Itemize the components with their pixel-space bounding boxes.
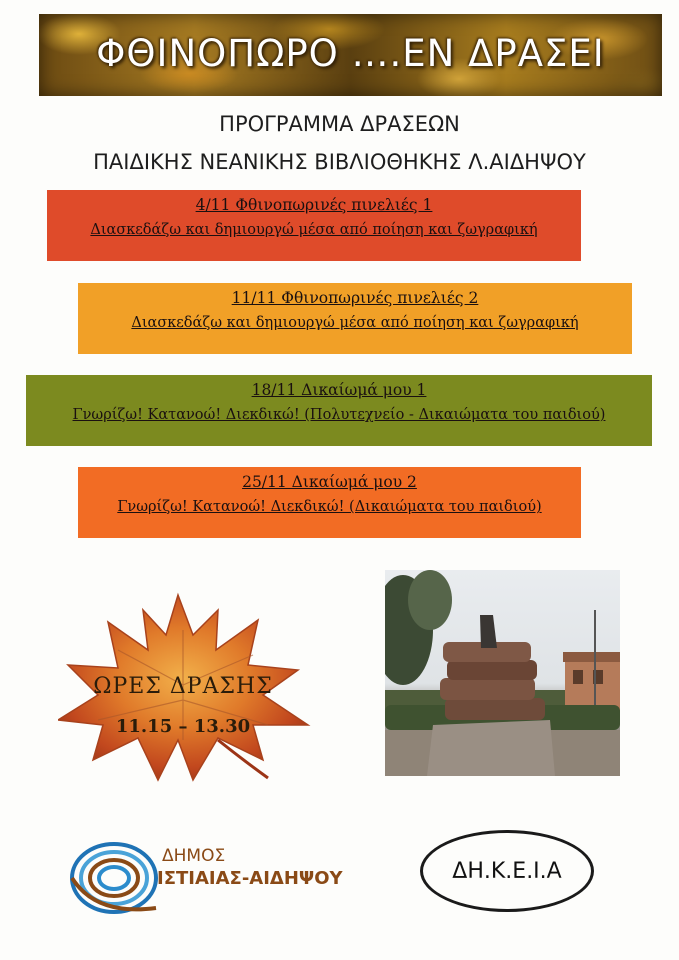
banner-title: ΦΘΙΝΟΠΩΡΟ ….ΕΝ ΔΡΑΣΕΙ <box>96 32 605 75</box>
event-title: 25/11 Δικαίωμά μου 2 <box>242 473 417 491</box>
dikeia-logo-text: ΔΗ.Κ.Ε.Ι.Α <box>452 858 562 884</box>
event-description: Διασκεδάζω και δημιουργώ μέσα από ποίηση και ζωγραφική <box>90 222 538 238</box>
event-box-4 <box>78 467 581 538</box>
hours-label: ΩΡΕΣ ΔΡΑΣΗΣ <box>93 674 273 699</box>
hours-time: 11.15 – 13.30 <box>115 716 251 737</box>
banner <box>39 14 662 96</box>
library-heading: ΠΑΙΔΙΚΗΣ ΝΕΑΝΙΚΗΣ ΒΙΒΛΙΟΘΗΚΗΣ Λ.ΑΙΔΗΨΟΥ <box>93 150 586 174</box>
event-title: 11/11 Φθινοπωρινές πινελιές 2 <box>231 289 479 307</box>
event-description: Διασκεδάζω και δημιουργώ μέσα από ποίηση και ζωγραφική <box>131 315 579 331</box>
municipality-name-line2: ΙΣΤΙΑΙΑΣ-ΑΙΔΗΨΟΥ <box>157 868 343 889</box>
event-box-3 <box>26 375 652 446</box>
event-description: Γνωρίζω! Κατανοώ! Διεκδικώ! (Πολυτεχνείο - Δικαιώματα του παιδιού) <box>72 407 606 423</box>
monument-photo <box>385 570 620 776</box>
event-description: Γνωρίζω! Κατανοώ! Διεκδικώ! (Δικαιώματα του παιδιού) <box>117 499 542 515</box>
municipality-name-line1: ΔΗΜΟΣ <box>162 846 226 866</box>
event-title: 18/11 Δικαίωμά μου 1 <box>251 381 427 399</box>
event-box-2 <box>78 283 632 354</box>
event-title: 4/11 Φθινοπωρινές πινελιές 1 <box>195 196 433 214</box>
program-heading: ΠΡΟΓΡΑΜΜΑ ΔΡΑΣΕΩΝ <box>219 112 460 136</box>
event-box-1 <box>47 190 581 261</box>
dikeia-logo <box>420 830 594 912</box>
